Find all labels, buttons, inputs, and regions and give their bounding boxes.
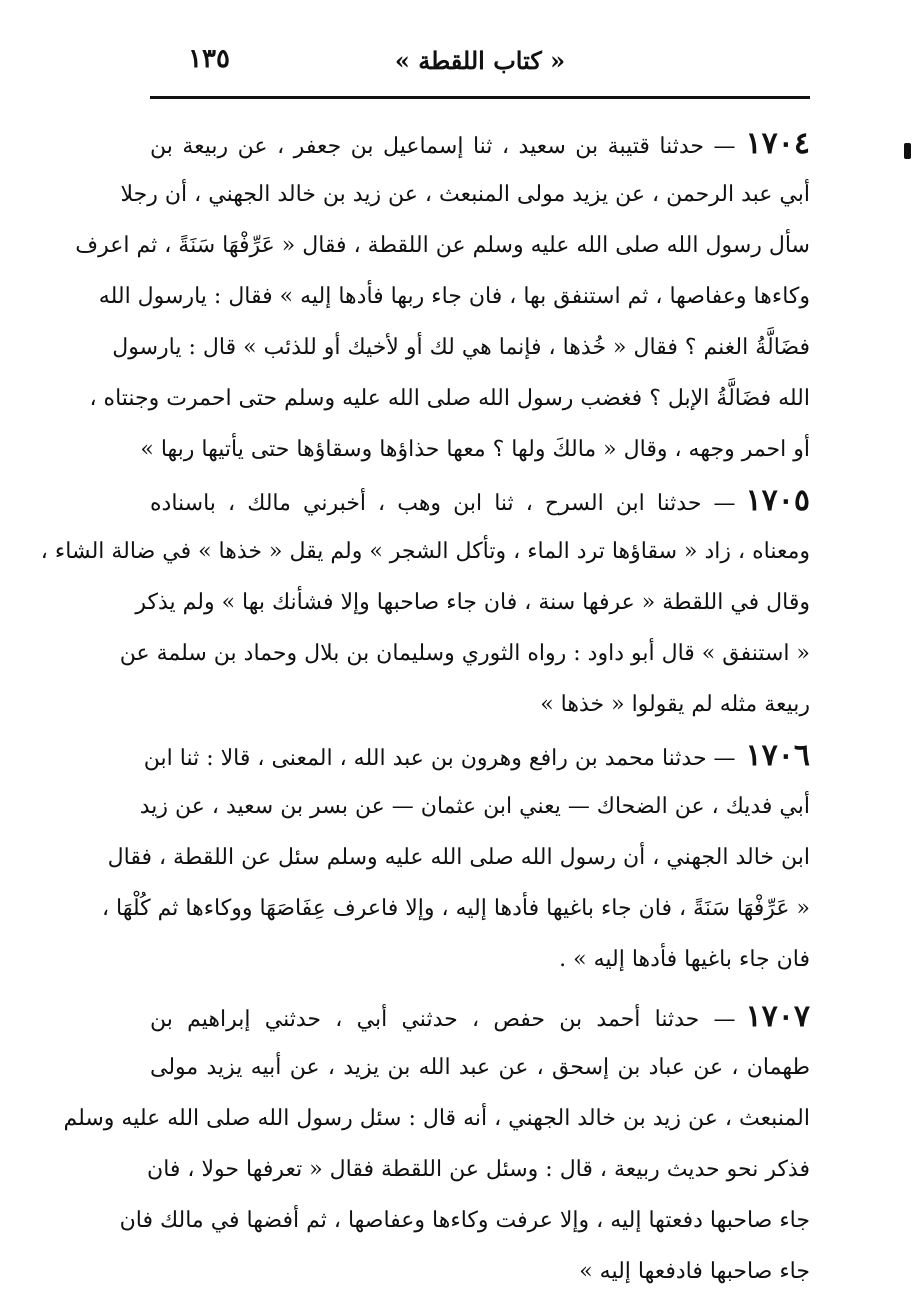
hadith-1706 <box>101 730 810 985</box>
hadith-line <box>150 475 810 526</box>
hadith-number: ١٧٠٧ <box>745 999 810 1034</box>
hadith-line: فذكر نحو حديث ربيعة ، قال : وسئل عن اللقطة فقال « تعرفها حولا ، فان <box>147 1157 810 1182</box>
page-header <box>150 44 810 94</box>
hadith-line: « استنفق » قال أبو داود : رواه الثوري وسليمان بن بلال وحماد بن سلمة عن <box>119 641 810 666</box>
hadith-number: ١٧٠٤ <box>745 126 810 161</box>
page-body <box>40 118 810 1297</box>
page-number: ١٣٥ <box>188 44 230 74</box>
hadith-line-text: — حدثنا ابن السرح ، ثنا ابن وهب ، أخبرني مالك ، باسناده <box>150 491 736 516</box>
hadith-line: فضَالَّةُ الغنم ؟ فقال « خُذها ، فإنما هي لك أو لأخيك أو للذئب » قال : يارسول <box>112 335 810 360</box>
hadith-1705 <box>40 475 810 730</box>
hadith-line-text: — حدثنا أحمد بن حفص ، حدثني أبي ، حدثني إبراهيم بن <box>150 1007 736 1032</box>
hadith-line: أبي فديك ، عن الضحاك — يعني ابن عثمان — عن بسر بن سعيد ، عن زيد <box>139 794 810 819</box>
hadith-line: « عَرِّفْهَا سَنَةً ، فان جاء باغيها فأدها إليه ، وإلا فاعرف عِفَاصَهَا ووكاءها ثم كُلْهَا ، <box>101 896 810 921</box>
hadith-1704 <box>75 118 810 475</box>
hadith-line <box>150 991 810 1042</box>
hadith-line: وقال في اللقطة « عرفها سنة ، فان جاء صاحبها وإلا فشأنك بها » ولم يذكر <box>135 590 810 615</box>
hadith-line: وكاءها وعفاصها ، ثم استنفق بها ، فان جاء ربها فأدها إليه » فقال : يارسول الله <box>98 284 810 309</box>
hadith-line <box>143 730 810 781</box>
margin-mark <box>904 143 911 159</box>
hadith-line: جاء صاحبها فادفعها إليه » <box>579 1259 810 1284</box>
hadith-line: فان جاء باغيها فأدها إليه » . <box>559 947 810 972</box>
hadith-line: أبي عبد الرحمن ، عن يزيد مولى المنبعث ، عن زيد بن خالد الجهني ، أن رجلا <box>120 182 810 207</box>
hadith-line: سأل رسول الله صلى الله عليه وسلم عن اللقطة ، فقال « عَرِّفْهَا سَنَةً ، ثم اعرف <box>75 233 810 258</box>
hadith-line-text: — حدثنا قتيبة بن سعيد ، ثنا إسماعيل بن جعفر ، عن ربيعة بن <box>150 134 736 159</box>
hadith-line: ومعناه ، زاد « سقاؤها ترد الماء ، وتأكل الشجر » ولم يقل « خذها » في ضالة الشاء ، <box>40 539 810 564</box>
hadith-line: طهمان ، عن عباد بن إسحق ، عن عبد الله بن يزيد ، عن أبيه يزيد مولى <box>150 1055 810 1080</box>
hadith-1707 <box>63 991 810 1297</box>
running-title: « كتاب اللقطة » <box>394 46 566 75</box>
hadith-line: الله فضَالَّةُ الإبل ؟ فغضب رسول الله صلى الله عليه وسلم حتى احمرت وجنتاه ، <box>89 386 810 411</box>
hadith-line: ابن خالد الجهني ، أن رسول الله صلى الله عليه وسلم سئل عن اللقطة ، فقال <box>107 845 810 870</box>
header-rule <box>150 96 810 99</box>
hadith-line: جاء صاحبها دفعتها إليه ، وإلا عرفت وكاءها وعفاصها ، ثم أفضها في مالك فان <box>119 1208 810 1233</box>
hadith-line: أو احمر وجهه ، وقال « مالكَ ولها ؟ معها حذاؤها وسقاؤها حتى يأتيها ربها » <box>140 437 810 462</box>
hadith-number: ١٧٠٥ <box>745 483 810 518</box>
hadith-line <box>150 118 810 169</box>
hadith-line-text: — حدثنا محمد بن رافع وهرون بن عبد الله ، المعنى ، قالا : ثنا ابن <box>143 746 736 771</box>
hadith-line: ربيعة مثله لم يقولوا « خذها » <box>540 692 810 717</box>
hadith-line: المنبعث ، عن زيد بن خالد الجهني ، أنه قال : سئل رسول الله صلى الله عليه وسلم <box>63 1106 810 1131</box>
hadith-number: ١٧٠٦ <box>745 738 810 773</box>
